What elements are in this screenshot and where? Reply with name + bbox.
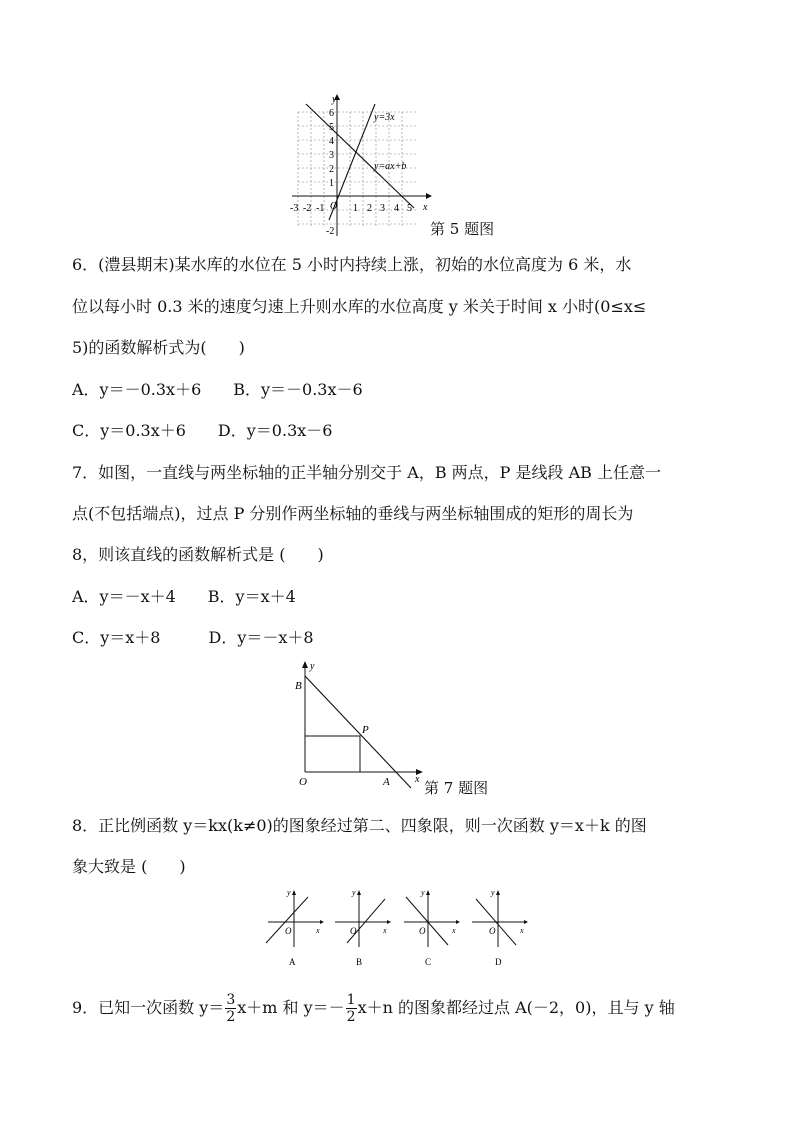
q6-options-cd: C．y＝0.3x＋6 D．y＝0.3x－6	[72, 421, 333, 440]
x-tick: 4	[394, 203, 399, 214]
q7-options-cd: C．y＝x＋8 D．y＝－x＋8	[72, 628, 314, 647]
x-tick: -1	[316, 203, 325, 214]
svg-text:y: y	[491, 888, 495, 897]
option-c-graph	[404, 888, 460, 967]
point-p-label: P	[362, 724, 369, 736]
q9-part-3: x＋n 的图象都经过点 A(－2，0)，且与 y 轴	[357, 998, 675, 1017]
y-axis-label: y	[310, 661, 315, 672]
option-c-label: C	[425, 957, 432, 967]
svg-text:x: x	[452, 926, 456, 935]
svg-text:x: x	[520, 926, 524, 935]
figure-7	[290, 660, 425, 790]
x-axis-label: x	[423, 202, 428, 213]
q6-line-1: 6．(澧县期末)某水库的水位在 5 小时内持续上涨，初始的水位高度为 6 米，水	[72, 255, 632, 274]
svg-text:x: x	[316, 926, 320, 935]
q7-options-ab: A．y＝－x＋4 B．y＝x＋4	[72, 587, 296, 606]
svg-text:O: O	[285, 926, 292, 936]
origin-label: O	[299, 776, 307, 788]
option-b-label: B	[356, 957, 363, 967]
y-tick: 4	[329, 136, 334, 147]
figure-5	[286, 90, 436, 240]
fraction-3-2: $\frac{3}{2}$	[226, 992, 236, 1025]
svg-text:O: O	[350, 926, 357, 936]
x-tick: -2	[303, 203, 312, 214]
y-tick: 1	[329, 178, 334, 189]
q7-line-1: 7．如图，一直线与两坐标轴的正半轴分别交于 A，B 两点，P 是线段 AB 上任意一	[72, 463, 662, 482]
y-axis-arrow	[302, 661, 308, 668]
x-tick: 1	[353, 203, 358, 214]
x-axis-arrow	[426, 193, 432, 199]
svg-text:y: y	[421, 888, 425, 897]
figure-8-graphs	[260, 885, 530, 970]
rectangle-op	[305, 736, 360, 772]
origin-label: O	[330, 201, 338, 212]
svg-text:x: x	[383, 926, 387, 935]
figure-5-graph	[286, 90, 436, 240]
q6-line-3: 5)的函数解析式为( )	[72, 338, 245, 357]
q8-line-2: 象大致是 ( )	[72, 857, 186, 876]
svg-text:O: O	[419, 926, 426, 936]
y-axis-label: y	[332, 94, 337, 105]
point-b-label: B	[295, 680, 302, 692]
y-tick: 3	[329, 150, 334, 161]
q9-part-2: x＋m 和 y＝－	[237, 998, 345, 1017]
y-tick: 2	[329, 164, 334, 175]
option-d-graph	[472, 888, 528, 967]
y-tick: -2	[326, 226, 335, 237]
x-tick: -3	[290, 203, 299, 214]
y-tick: 5	[329, 122, 334, 133]
x-tick: 3	[380, 203, 385, 214]
option-b-graph	[335, 888, 391, 967]
figure-5-caption: 第 5 题图	[430, 220, 495, 238]
figure-7-caption: 第 7 题图	[424, 779, 489, 797]
line-ab	[305, 676, 411, 788]
point-a-label: A	[383, 776, 390, 788]
q7-line-2: 点(不包括端点)，过点 P 分别作两坐标轴的垂线与两坐标轴围成的矩形的周长为	[72, 504, 634, 523]
q9-line-1	[72, 986, 675, 1030]
x-tick: 2	[367, 203, 372, 214]
label-y-3x: y=3x	[374, 112, 395, 123]
option-a-label: A	[289, 957, 296, 967]
figure-8-options	[260, 885, 530, 970]
option-a-graph	[266, 888, 324, 967]
option-d-label: D	[495, 957, 502, 967]
figure-7-graph	[290, 660, 425, 790]
q9-part-1: 9．已知一次函数 y＝	[72, 998, 225, 1017]
line-y-ax-b	[306, 104, 414, 208]
fraction-1-2: $\frac{1}{2}$	[346, 992, 356, 1025]
label-y-ax-b: y=ax+b	[374, 161, 407, 172]
svg-text:y: y	[287, 888, 291, 897]
q6-options-ab: A．y＝－0.3x＋6 B．y＝－0.3x－6	[72, 380, 363, 399]
y-tick: 6	[329, 108, 334, 119]
svg-text:y: y	[352, 888, 356, 897]
x-tick: 5	[407, 203, 412, 214]
q7-line-3: 8，则该直线的函数解析式是 ( )	[72, 545, 324, 564]
q8-line-1: 8．正比例函数 y＝kx(k≠0)的图象经过第二、四象限，则一次函数 y＝x＋k 的图	[72, 816, 647, 835]
svg-text:O: O	[489, 926, 496, 936]
q6-line-2: 位以每小时 0.3 米的速度匀速上升则水库的水位高度 y 米关于时间 x 小时(0≤x≤	[72, 297, 647, 316]
x-axis-label: x	[415, 774, 420, 785]
